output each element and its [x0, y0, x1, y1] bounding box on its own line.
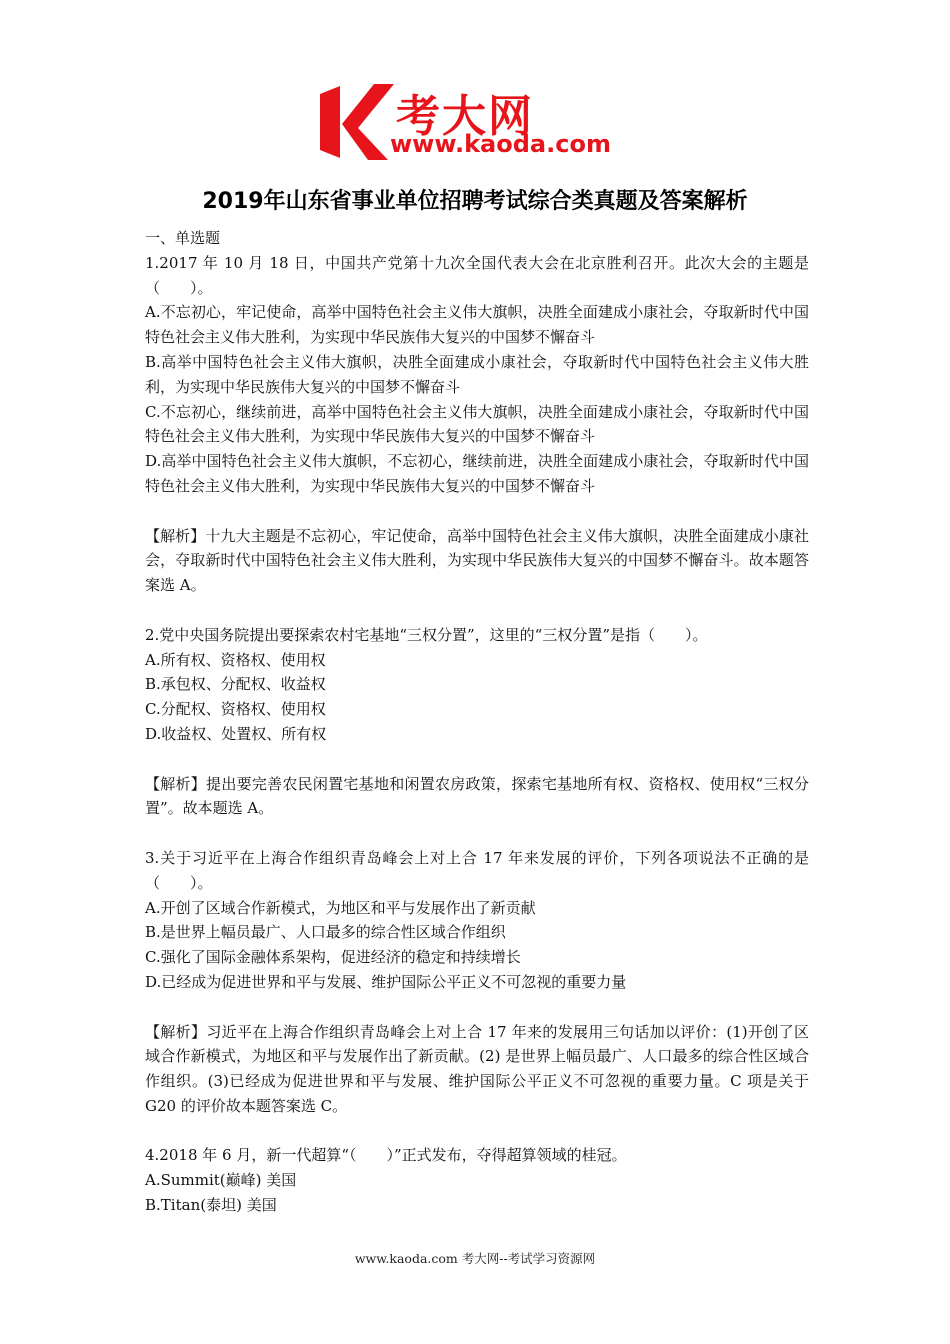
option-b: B.高举中国特色社会主义伟大旗帜，决胜全面建成小康社会，夺取新时代中国特色社会主义伟大胜利，为实现中华民族伟大复兴的中国梦不懈奋斗 [145, 352, 809, 396]
logo-url: www.kaoda.com [390, 130, 611, 158]
option-a: A.开创了区域合作新模式，为地区和平与发展作出了新贡献 [145, 898, 536, 917]
option-b: B.是世界上幅员最广、人口最多的综合性区域合作组织 [145, 923, 506, 942]
option-d: D.收益权、处置权、所有权 [145, 724, 327, 743]
option-b: B.Titan(泰坦) 美国 [145, 1196, 277, 1215]
option-c: C.强化了国际金融体系架构，促进经济的稳定和持续增长 [145, 948, 521, 967]
section-heading: 一、单选题 [145, 229, 221, 247]
logo-chinese-name: 考大网 [396, 91, 534, 142]
question-stem: 4.2018 年 6 月，新一代超算“（ ）”正式发布，夺得超算领域的桂冠。 [145, 1146, 627, 1165]
analysis: 【解析】十九大主题是不忘初心，牢记使命，高举中国特色社会主义伟大旗帜，决胜全面建成小康社会，夺取新时代中国特色社会主义伟大胜利，为实现中华民族伟大复兴的中国梦不懈奋斗。故本题答案选 A。 [145, 526, 809, 595]
analysis: 【解析】习近平在上海合作组织青岛峰会上对上合 17 年来的发展用三句话加以评价：(1)开创了区域合作新模式，为地区和平与发展作出了新贡献。(2) 是世界上幅员最广、人口最多的综合性区域合作组织。(3)已经成为促进世界和平与发展、维护国际公平正义不可忽视的重要力量。C 项是关于 G20 的评价故本题答案选 C。 [145, 1022, 809, 1115]
option-a: A.Summit(巅峰) 美国 [145, 1171, 297, 1190]
option-a: A.所有权、资格权、使用权 [145, 650, 326, 669]
question-stem: 3.关于习近平在上海合作组织青岛峰会上对上合 17 年来发展的评价，下列各项说法不正确的是（ ）。 [145, 848, 809, 892]
option-d: D.已经成为促进世界和平与发展、维护国际公平正义不可忽视的重要力量 [145, 972, 627, 991]
option-c: C.不忘初心，继续前进，高举中国特色社会主义伟大旗帜，决胜全面建成小康社会，夺取新时代中国特色社会主义伟大胜利，为实现中华民族伟大复兴的中国梦不懈奋斗 [145, 402, 809, 446]
k-logo-icon [318, 80, 398, 164]
page-footer: www.kaoda.com 考大网--考试学习资源网 [354, 1251, 596, 1266]
question-stem: 2.党中央国务院提出要探索农村宅基地“三权分置”，这里的“三权分置”是指（ ）。 [145, 625, 708, 644]
option-a: A.不忘初心，牢记使命，高举中国特色社会主义伟大旗帜，决胜全面建成小康社会，夺取新时代中国特色社会主义伟大胜利，为实现中华民族伟大复兴的中国梦不懈奋斗 [145, 303, 809, 347]
option-c: C.分配权、资格权、使用权 [145, 700, 326, 719]
analysis: 【解析】提出要完善农民闲置宅基地和闲置农房政策，探索宅基地所有权、资格权、使用权“三权分置”。故本题选 A。 [145, 774, 809, 818]
document-body [145, 226, 809, 1218]
option-b: B.承包权、分配权、收益权 [145, 675, 326, 694]
question-stem: 1.2017 年 10 月 18 日，中国共产党第十九次全国代表大会在北京胜利召开。此次大会的主题是（ ）。 [145, 253, 809, 297]
document-title: 2019年山东省事业单位招聘考试综合类真题及答案解析 [202, 189, 748, 214]
option-d: D.高举中国特色社会主义伟大旗帜，不忘初心，继续前进，决胜全面建成小康社会，夺取新时代中国特色社会主义伟大胜利，为实现中华民族伟大复兴的中国梦不懈奋斗 [145, 452, 809, 495]
kaoda-logo [318, 80, 638, 164]
